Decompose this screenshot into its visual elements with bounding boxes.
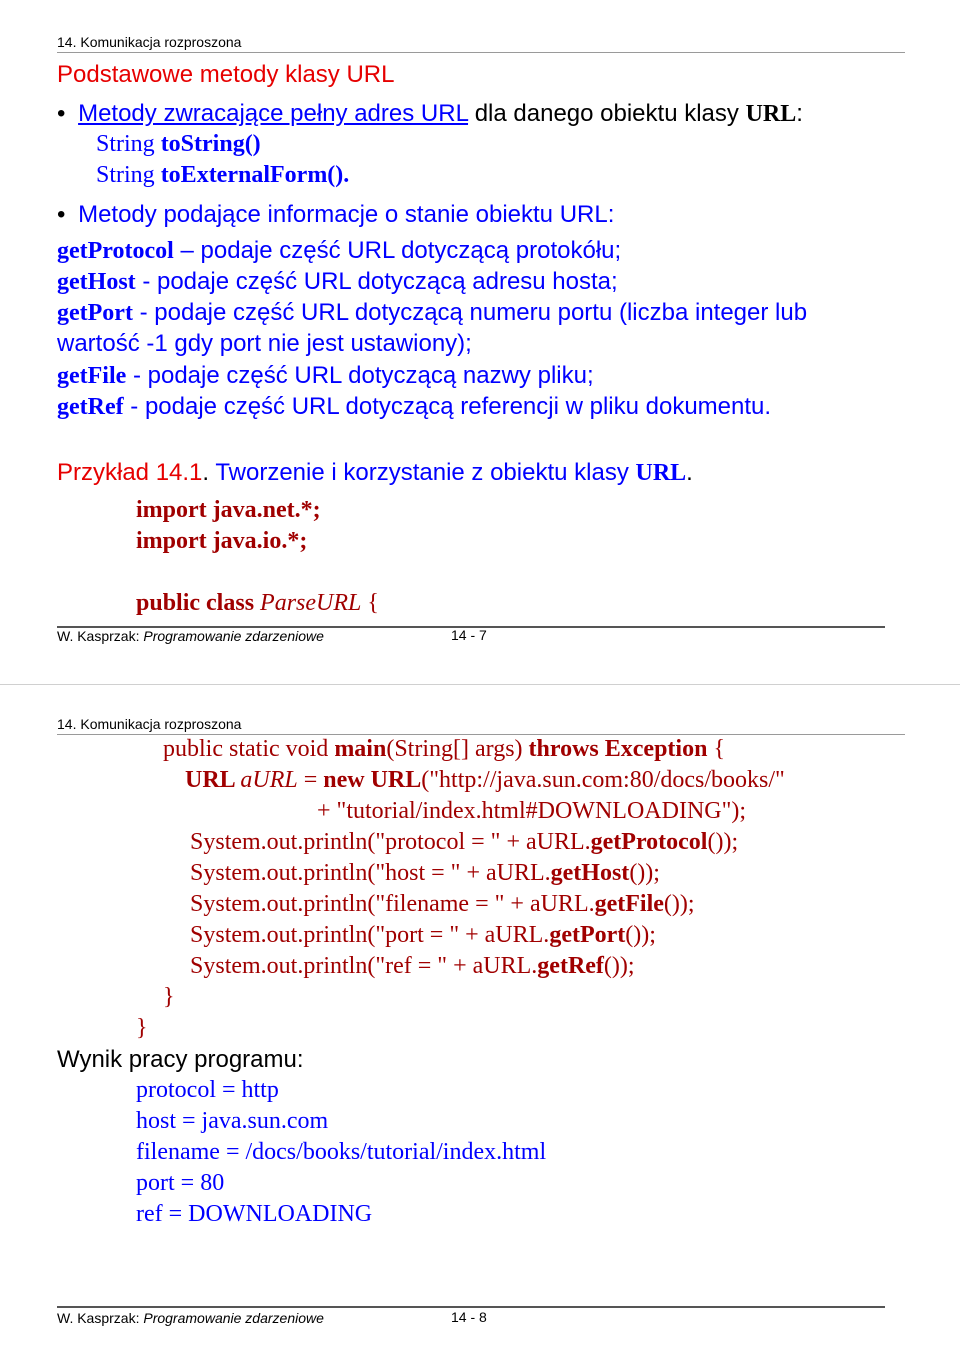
footer-author: W. Kasprzak: <box>57 628 144 644</box>
code-print-ref <box>190 953 635 980</box>
footer-title: Programowanie zdarzeniowe <box>143 1310 324 1326</box>
method-name: getProtocol <box>57 238 174 264</box>
footer-author: W. Kasprzak: <box>57 1310 144 1326</box>
result-label: Wynik pracy programu: <box>57 1046 304 1073</box>
code-close-class: } <box>136 1015 148 1041</box>
code-bold: new URL <box>323 767 422 793</box>
example-heading <box>57 459 693 487</box>
result-line: filename = /docs/books/tutorial/index.html <box>136 1139 547 1165</box>
code-print-protocol <box>190 829 738 856</box>
code-text: ()); <box>625 922 656 948</box>
code-text: ()); <box>663 891 695 917</box>
slide-header: 14. Komunikacja rozproszona <box>57 34 242 50</box>
method-desc: - podaje część URL dotyczącą referencji w pliku dokumentu. <box>123 393 772 420</box>
page-separator <box>0 684 960 685</box>
method-toexternalform <box>96 162 349 189</box>
code-url-decl <box>185 767 785 794</box>
method-desc: - podaje część URL dotyczącą numeru portu (liczba integer lub <box>132 299 808 326</box>
url-class-word: URL <box>635 460 687 486</box>
method-desc: - podaje część URL dotyczącą adresu hosta; <box>135 268 618 295</box>
bullet-2 <box>57 201 614 229</box>
bullet-1-colon: : <box>796 100 803 127</box>
code-text: ()); <box>629 860 660 886</box>
example-dot: . <box>202 459 210 486</box>
code-url-cont: + "tutorial/index.html#DOWNLOADING"); <box>317 798 747 824</box>
result-line: port = 80 <box>136 1170 225 1196</box>
method-name: getRef <box>57 394 124 420</box>
code-bold: getRef <box>537 953 604 979</box>
method-name: toExternalForm(). <box>160 162 350 188</box>
code-text: System.out.println("filename = " + aURL. <box>190 891 595 917</box>
code-bold: getHost <box>550 860 630 886</box>
bullet-1-highlight: Metody zwracające pełny adres URL <box>78 100 469 127</box>
result-line: ref = DOWNLOADING <box>136 1201 373 1227</box>
code-keyword: public class <box>136 590 261 616</box>
code-print-port <box>190 922 656 949</box>
code-text: public static void <box>163 736 335 762</box>
header-divider <box>57 52 905 53</box>
code-text: ()); <box>603 953 635 979</box>
code-text: ()); <box>707 829 739 855</box>
result-line: host = java.sun.com <box>136 1108 329 1134</box>
method-desc: - podaje część URL dotyczącą nazwy pliku; <box>126 362 594 389</box>
code-print-filename <box>190 891 695 918</box>
footer-divider <box>57 1306 885 1308</box>
desc-getprotocol <box>57 237 621 265</box>
code-text: System.out.println("ref = " + aURL. <box>190 953 538 979</box>
code-bold: getProtocol <box>590 829 708 855</box>
desc-getfile <box>57 362 594 390</box>
code-import-io: import java.io.*; <box>136 528 308 554</box>
code-bold: throws Exception <box>528 736 708 762</box>
code-italic: aURL <box>240 767 298 793</box>
method-return-type: String <box>96 162 161 188</box>
url-class-word: URL <box>745 101 797 127</box>
example-end: . <box>686 459 693 486</box>
method-return-type: String <box>96 131 161 157</box>
method-name: toString() <box>160 131 261 157</box>
page-number: 14 - 8 <box>451 1309 487 1325</box>
code-bold: URL <box>185 767 241 793</box>
code-import-net: import java.net.*; <box>136 497 321 523</box>
code-close-method: } <box>163 984 175 1010</box>
result-line: protocol = http <box>136 1077 279 1103</box>
bullet-1 <box>57 100 803 128</box>
code-brace: { <box>361 590 379 616</box>
bullet-dot-icon: • <box>57 201 66 228</box>
code-text: System.out.println("protocol = " + aURL. <box>190 829 591 855</box>
code-class-name: ParseURL <box>260 590 362 616</box>
code-text: (String[] args) <box>386 736 529 762</box>
method-desc: – podaje część URL dotyczącą protokółu; <box>173 237 622 264</box>
bullet-1-tail: dla danego obiektu klasy <box>468 100 746 127</box>
footer-title: Programowanie zdarzeniowe <box>143 628 324 644</box>
desc-gethost <box>57 268 618 296</box>
method-tostring <box>96 131 261 158</box>
method-name: getFile <box>57 363 127 389</box>
slide-footer <box>57 628 324 644</box>
code-print-host <box>190 860 660 887</box>
example-text: Tworzenie i korzystanie z obiektu klasy <box>209 459 636 486</box>
code-bold: main <box>334 736 387 762</box>
slide-header: 14. Komunikacja rozproszona <box>57 716 242 732</box>
code-bold: getPort <box>549 922 626 948</box>
code-class-decl <box>136 590 379 617</box>
code-text: { <box>707 736 725 762</box>
code-text: ("http://java.sun.com:80/docs/books/" <box>421 767 785 793</box>
header-divider <box>57 734 905 735</box>
code-text: System.out.println("host = " + aURL. <box>190 860 551 886</box>
slide-title: Podstawowe metody klasy URL <box>57 61 395 88</box>
code-main-decl <box>163 736 725 763</box>
bullet-dot-icon: • <box>57 100 66 127</box>
page-number: 14 - 7 <box>451 627 487 643</box>
desc-getport <box>57 299 807 327</box>
method-name: getHost <box>57 269 136 295</box>
example-label: Przykład 14.1 <box>57 459 203 486</box>
slide-footer <box>57 1310 324 1326</box>
method-name: getPort <box>57 300 133 326</box>
code-text: System.out.println("port = " + aURL. <box>190 922 550 948</box>
desc-getport-cont: wartość -1 gdy port nie jest ustawiony); <box>57 330 472 357</box>
desc-getref <box>57 393 771 421</box>
code-text: = <box>297 767 324 793</box>
bullet-2-text: Metody podające informacje o stanie obiektu URL: <box>78 201 615 228</box>
code-bold: getFile <box>594 891 664 917</box>
